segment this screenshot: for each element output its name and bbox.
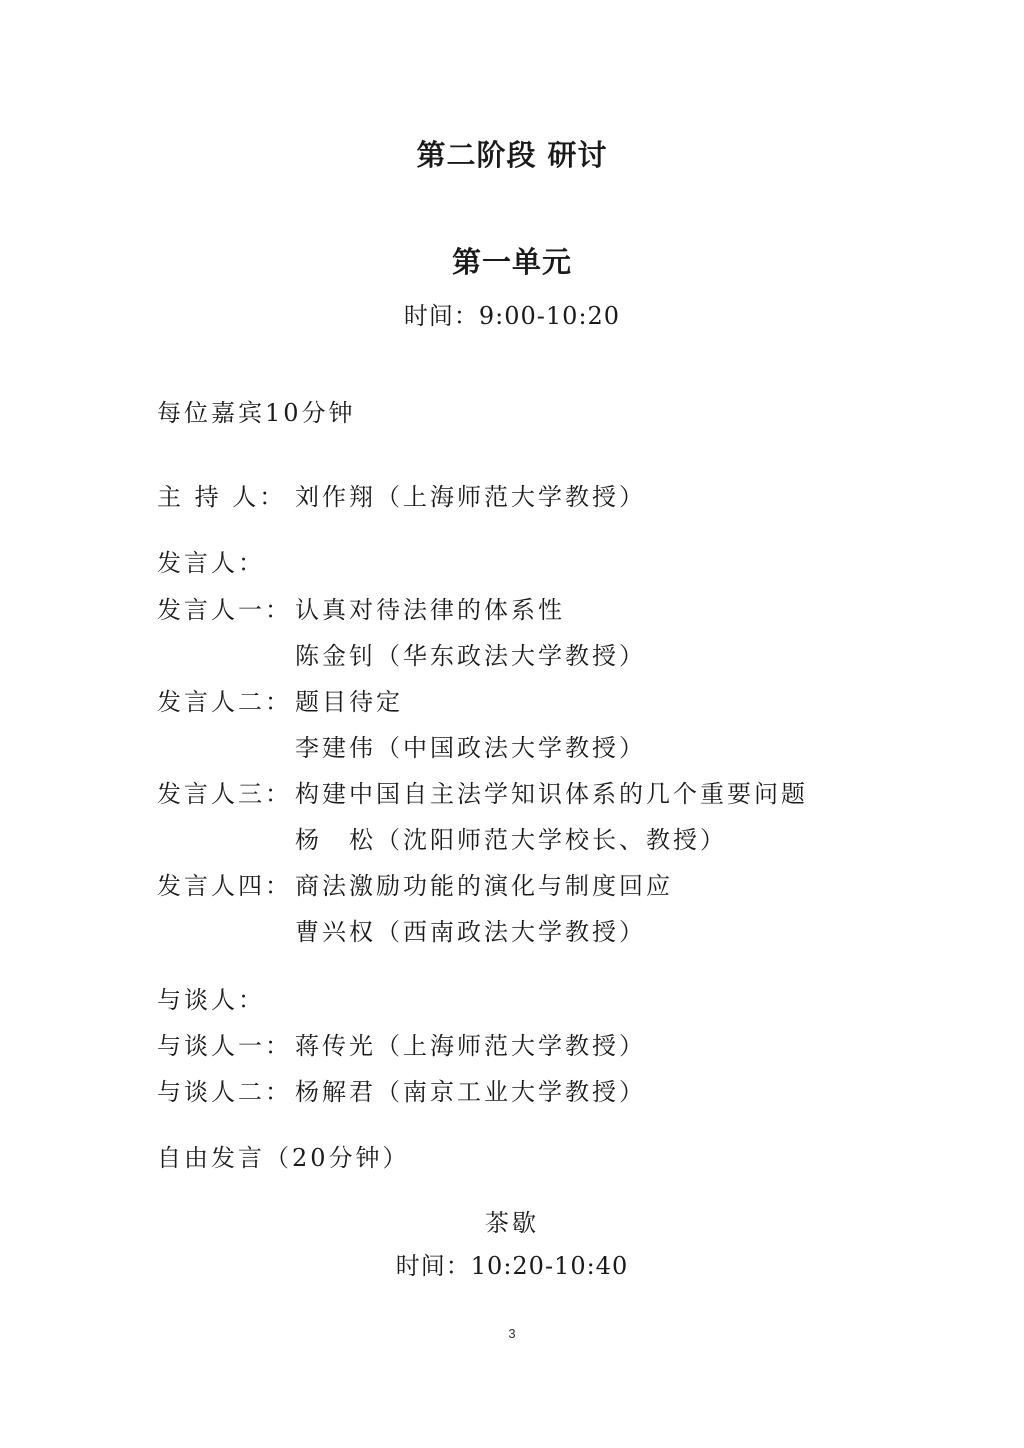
speaker-person: 陈金钊（华东政法大学教授） (295, 642, 646, 670)
tea-break-title: 茶歇 (485, 1209, 539, 1237)
speaker-person: 李建伟（中国政法大学教授） (295, 734, 646, 762)
discussant-label: 与谈人一： (157, 1032, 292, 1060)
speaker-topic: 商法激励功能的演化与制度回应 (295, 872, 673, 900)
speaker-label: 发言人三： (157, 780, 292, 808)
unit-title: 第一单元 (451, 245, 572, 279)
speaker-person: 曹兴权（西南政法大学教授） (295, 918, 646, 946)
speaker-person: 杨 松（沈阳师范大学校长、教授） (295, 826, 727, 854)
discussants-heading: 与谈人： (157, 986, 265, 1014)
free-speech: 自由发言（20分钟） (157, 1144, 410, 1172)
speakers-heading: 发言人： (157, 549, 265, 577)
speaker-label: 发言人四： (157, 872, 292, 900)
speaker-topic: 认真对待法律的体系性 (295, 596, 565, 624)
unit-time: 时间：9:00-10:20 (403, 302, 621, 330)
discussant-label: 与谈人二： (157, 1078, 292, 1106)
discussant-person: 杨解君（南京工业大学教授） (295, 1078, 646, 1106)
discussant-person: 蒋传光（上海师范大学教授） (295, 1032, 646, 1060)
speaker-topic: 构建中国自主法学知识体系的几个重要问题 (295, 780, 808, 808)
speaker-label: 发言人二： (157, 688, 292, 716)
tea-break-time: 时间：10:20-10:40 (395, 1252, 629, 1280)
guest-time-note: 每位嘉宾10分钟 (157, 399, 356, 427)
speaker-topic: 题目待定 (295, 688, 403, 716)
page-number: 3 (508, 1326, 516, 1341)
host-label: 主 持 人： (157, 483, 287, 511)
host-name: 刘作翔（上海师范大学教授） (295, 483, 646, 511)
speaker-label: 发言人一： (157, 596, 292, 624)
stage-title: 第二阶段 研讨 (416, 138, 608, 172)
